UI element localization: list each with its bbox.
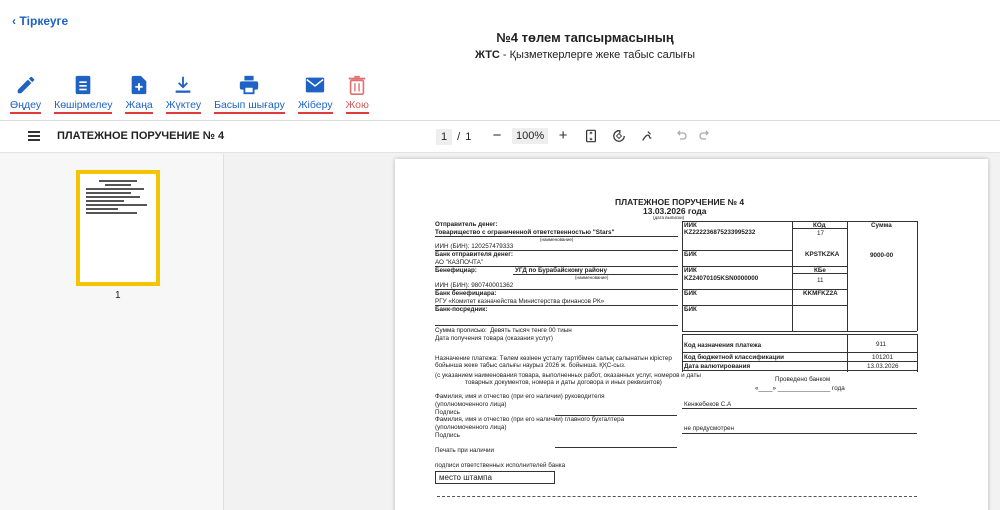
printer-icon [238,74,260,96]
page-current-input[interactable]: 1 [436,129,452,145]
sender-iin: ИИН (БИН): 120257479333 [435,243,514,250]
tear-line [437,496,917,497]
thumb-line [86,208,118,210]
bank-signs: подписи ответственных исполнителей банка [435,462,566,469]
send-label[interactable]: Жіберу [298,99,333,114]
viewer-title: ПЛАТЕЖНОЕ ПОРУЧЕНИЕ № 4 [57,130,225,142]
line [682,370,917,371]
acc-name: не предусмотрен [684,425,734,432]
bik-2: KKMFKZ2A [803,290,838,297]
fit-page-icon[interactable] [584,129,598,143]
kbe-label: КБе [814,267,826,274]
beneficiary-name: УГД по Бурабайскому району [515,267,607,274]
redo-icon[interactable] [699,129,711,141]
sender-name: Товарищество с ограниченной ответственностью "Stars" [435,229,615,236]
line [682,305,847,306]
view-tools [584,129,654,143]
new-button[interactable] [125,74,152,114]
thumb-line [105,184,131,186]
page-subtitle [0,49,1000,61]
zoom-out-icon[interactable]: − [492,127,502,144]
action-toolbar [10,74,382,114]
document-page [395,159,988,510]
acc-label-1: Фамилия, имя и отчество (при его наличии) главного бухгалтера [435,416,625,423]
zoom-value[interactable]: 100% [512,128,548,144]
sum-words: Девять тысяч тенге 00 тиын [490,327,572,334]
zoom-controls [490,127,570,144]
thumb-line [86,204,147,206]
kod-value: 17 [817,230,825,237]
line [682,334,683,372]
print-label[interactable]: Басып шығару [214,99,285,114]
sum-value: 9000-00 [870,252,894,259]
kod-naznach-label: Код назначения платежа [684,342,762,349]
back-link[interactable]: ‹ Тіркеуге [12,14,69,28]
page-title: №4 төлем тапсырмасының [496,30,674,45]
sign-1: Подпись [435,409,460,416]
bank-done: Проведено банком [775,376,831,383]
viewer-toolbar [0,121,1000,153]
line [917,221,918,331]
delivery-date: Дата получения товара (оказания услуг) [435,335,553,342]
kod-naznach-value: 911 [876,341,887,348]
intermediary-label: Банк-посредник: [435,306,488,313]
iik-1: KZ222236875233995232 [684,229,756,236]
line [682,433,917,434]
doc-date: 13.03.2026 года [643,206,707,216]
kod-label: КОд [813,222,826,229]
line [847,334,848,372]
sum-label: Сумма [871,222,892,229]
line [682,331,917,332]
edit-button[interactable] [10,74,41,114]
delete-label[interactable]: Жою [346,99,369,114]
head-label-2: (уполномоченного лица) [435,401,507,408]
beneficiary-label: Бенефициар: [435,267,477,274]
bik-2-label: БИК [684,290,697,297]
subtitle-text: - Қызметкерлерге жеке табыс салығы [499,49,695,61]
undo-icon[interactable] [675,129,687,141]
history-tools [675,129,711,141]
bank-date: «____» _______________ года [755,385,845,392]
doc-date-note: (дата выписки) [653,215,685,220]
acc-label-2: (уполномоченного лица) [435,424,507,431]
thumbnail-sidebar [0,154,224,510]
beneficiary-iin: ИИН (БИН): 980740001362 [435,282,514,289]
beneficiary-name-note: (наименование) [575,275,609,280]
pdf-viewer [0,120,1000,510]
line [555,447,677,448]
thumbnail-page-number: 1 [115,290,121,301]
line [682,352,917,353]
page-indicator [436,129,471,145]
menu-icon[interactable] [28,131,40,141]
val-date-label: Дата валютирования [684,363,751,370]
thumb-line [86,192,131,194]
line [792,221,793,331]
send-button[interactable] [298,74,333,114]
download-button[interactable] [166,74,201,114]
thumb-line [99,180,137,182]
new-label[interactable]: Жаңа [125,99,152,114]
bik-1: KPSTKZKA [805,251,840,258]
subtitle-code: ЖТС [474,49,500,61]
iik-label: ИИК [684,222,697,229]
iik-2: KZ24070105KSN0000000 [684,275,759,282]
kbk-label: Код бюджетной классификации [684,354,784,361]
pencil-icon [15,74,37,96]
print-button[interactable] [214,74,285,114]
bik-1-label: БИК [684,251,697,258]
line [682,250,792,251]
kbe-value: 11 [817,277,824,284]
sender-bank: АО "КАЗПОЧТА" [435,259,484,266]
line [792,273,847,274]
thumb-line [86,188,144,190]
stamp-place: место штампа [435,471,555,484]
sign-2: Подпись [435,432,460,439]
annotate-icon[interactable] [640,129,654,143]
page-total: 1 [465,131,472,143]
back-link-label[interactable]: Тіркеуге [19,14,69,28]
envelope-icon [304,74,326,96]
delete-button[interactable] [346,74,369,114]
val-date-value: 13.03.2026 [867,363,899,370]
purpose [435,355,683,369]
beneficiary-bank: РГУ «Комитет казначейства Министерства финансов РК» [435,298,605,305]
line [435,325,678,326]
trash-icon [346,74,368,96]
head-name: Кенжебеков С.А [684,401,732,408]
rotate-icon[interactable] [612,129,626,143]
beneficiary-bank-label: Банк бенефициара: [435,290,497,297]
copy-label[interactable]: Көшірмелеу [54,99,112,114]
line [917,334,918,372]
new-file-icon [128,74,150,96]
thumb-line [86,212,137,214]
page-thumbnail[interactable] [76,170,160,286]
sender-bank-label: Банк отправителя денег: [435,251,513,258]
line [682,408,917,409]
line [682,221,683,331]
purpose-label: Назначение платежа: [435,355,498,362]
copy-icon [72,74,94,96]
copy-button[interactable] [54,74,112,114]
zoom-in-icon[interactable]: + [558,127,568,144]
iik-2-label: ИИК [684,267,697,274]
purpose-text: Төлем көзінен ұсталу тартібімен салық салынатын кірістер бойынша жеке табыс салығы наурыз 2026 ж. бойынша. ҚҚС-сыз. [435,355,672,369]
doc-title: ПЛАТЕЖНОЕ ПОРУЧЕНИЕ № 4 [615,197,745,207]
page-separator: / [457,131,461,143]
line [682,361,917,362]
line [847,221,848,331]
sender-name-note: (наименование) [540,237,574,242]
sum-words-label: Сумма прописью: [435,327,487,334]
download-icon [172,74,194,96]
thumb-line [86,200,124,202]
line [682,334,917,335]
bik-3-label: БИК [684,306,697,313]
purpose-note-2: товарных документов, номера и даты договора и иных реквизитов) [465,379,662,386]
download-label[interactable]: Жүктеу [166,99,201,114]
thumb-line [86,196,140,198]
line [792,228,847,229]
kbk-value: 101201 [872,354,894,361]
edit-label[interactable]: Өңдеу [10,99,41,114]
stamp-label: Печать при наличии [435,447,495,454]
head-label-1: Фамилия, имя и отчество (при его наличии) руководителя [435,393,605,400]
purpose-note-1: (с указанием наименования товара, выполненных работ, оказанных услуг, номеров и даты [435,372,701,379]
sender-label: Отправитель денег: [435,221,498,228]
